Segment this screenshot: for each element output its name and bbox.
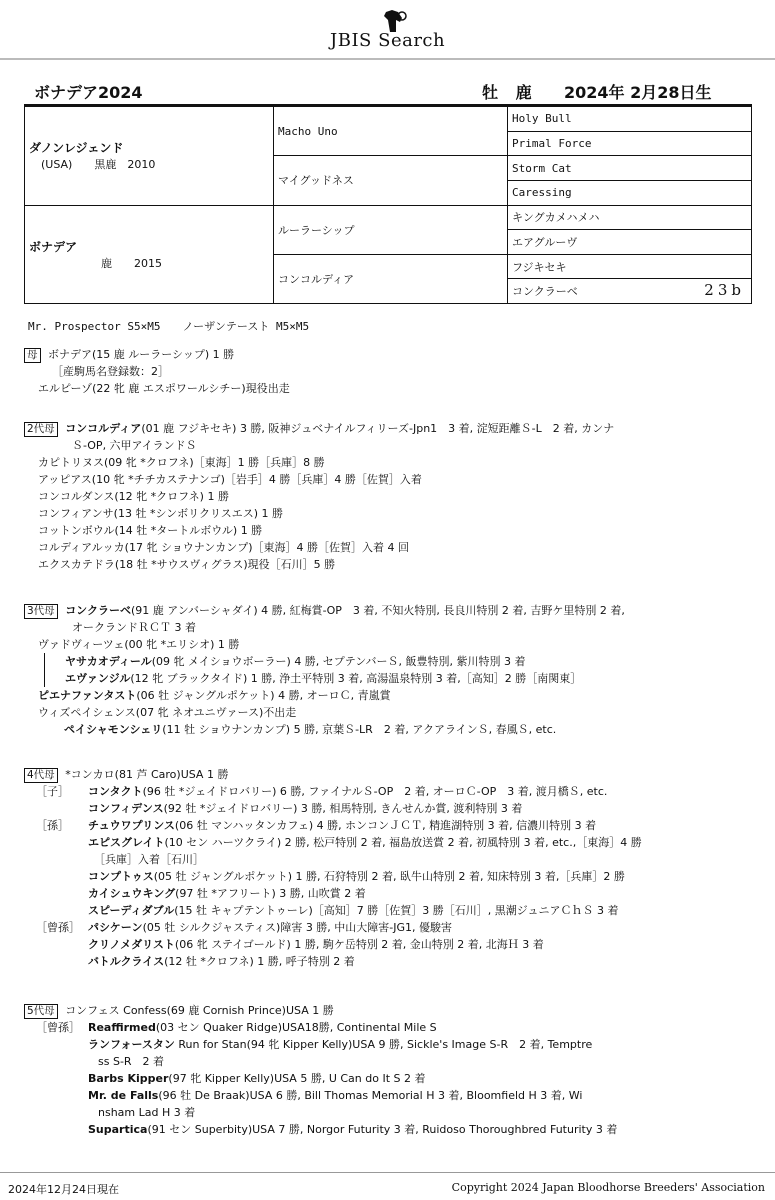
gen4-grand-label: ［孫］ [36,819,69,832]
gen4-g2-cont: ［兵庫］入着［石川］ [94,853,204,866]
gen2-item: アッピアス(10 牝 *チチカステナンゴ)［岩手］4 勝［兵庫］4 勝［佐賀］入着 [38,473,422,486]
birth-date: 2024年 2月28日生 [564,83,712,102]
dam-cell[interactable] [25,205,274,304]
gen2-item: コンフィアンサ(13 牡 *シンボリクリスエス) 1 勝 [38,507,284,520]
gen4-section [24,766,754,970]
gen4-kids-label: ［子］ [36,785,69,798]
gen5-b-rest: Run for Stan(94 牝 Kipper Kelly)USA 9 勝, Sickle's Image S-R 2 着, Temptre [174,1038,593,1051]
gen3-lead-name: コンクラーベ [65,604,131,617]
gen3-l2-rest: (09 牝 メイショウボーラー) 4 勝, セプテンバーＳ, 飯豊特別, 紫川特別 3 着 [151,655,526,668]
sire-dam[interactable]: マイグッドネス [274,156,508,205]
gen3-l5: ウィズペイシェンス(07 牝 ネオユニヴァース)不出走 [38,706,297,719]
gen2-item: カピトリヌス(09 牝 *クロフネ)［東海］1 勝［兵庫］8 勝 [38,456,325,469]
gen5-a-name: Reaffirmed [88,1021,156,1034]
gen4-gg1-name: パシケーン [88,921,143,934]
gen4-k1-name: コンタクト [88,785,143,798]
family-number: 23b [704,281,745,300]
sire-name: ダノンレジェンド [29,141,124,156]
gen4-lead: *コンカロ(81 芦 Caro)USA 1 勝 [65,768,229,781]
top-divider [0,58,775,60]
dam-produce-count: ［産駒馬名登録数：2］ [52,365,169,378]
sdd[interactable]: Caressing [508,180,752,205]
sire-cell[interactable] [25,107,274,206]
jbis-logo[interactable] [330,8,460,52]
dam-sire[interactable]: ルーラーシップ [274,205,508,254]
sex-color: 牡 鹿 [482,83,538,102]
gen5-a-rest: (03 セン Quaker Ridge)USA18勝, Continental Mile S [155,1021,437,1034]
sds[interactable]: Storm Cat [508,156,752,181]
gen4-gg1-rest: (05 牡 シルクジャスティス)障害 3 勝, 中山大障害-JG1, 優駿害 [142,921,453,934]
gen5-e-name: Supartica [88,1123,148,1136]
gen3-l2-name: ヤサカオディール [65,655,152,668]
gen3-section [24,602,754,738]
sire-sire[interactable]: Macho Uno [274,107,508,156]
gen5-d-rest: (96 牡 De Braak)USA 6 勝, Bill Thomas Memorial H 3 着, Bloomfield H 3 着, Wi [158,1089,583,1102]
dsd[interactable]: エアグルーヴ [508,230,752,255]
gen4-g1-rest: (06 牡 マンハッタンカフェ) 4 勝, ホンコンＪＣＴ, 精進湖特別 3 着, 信濃川特別 3 着 [174,819,597,832]
sss[interactable]: Holy Bull [508,107,752,132]
gen4-gg3-rest: (12 牡 *クロフネ) 1 勝, 呼子特別 2 着 [164,955,355,968]
gen3-l1: ヴァドヴィーツェ(00 牝 *エリシオ) 1 勝 [38,638,240,651]
dam-name: ボナデア [29,239,78,254]
copyright: Copyright 2024 Japan Bloodhorse Breeders' Association [451,1181,765,1194]
gen2-item: コットンボウル(14 牡 *タートルボウル) 1 勝 [38,524,263,537]
ddd-cell[interactable] [508,279,752,304]
gen5-b-cont: ss S-R 2 着 [98,1055,165,1068]
gen4-gg2-name: クリノメダリスト [88,938,175,951]
ssd[interactable]: Primal Force [508,131,752,156]
gen5-lead: コンフェス Confess(69 鹿 Cornish Prince)USA 1 勝 [65,1004,334,1017]
dss[interactable]: キングカメハメハ [508,205,752,230]
gen4-g2-rest: (10 セン ハーツクライ) 2 勝, 松戸特別 2 着, 福島放送賞 2 着, 初風特別 3 着, etc.,［東海］4 勝 [164,836,642,849]
gen5-d-name: Mr. de Falls [88,1089,159,1102]
gen5-c-rest: (97 牝 Kipper Kelly)USA 5 勝, U Can do It S 2 着 [168,1072,426,1085]
gen4-g1-name: チュウワプリンス [88,819,175,832]
gen3-l3-name: エヴァンジル [65,672,131,685]
gen5-great-label: ［曾孫］ [36,1021,80,1034]
gen2-tag: 2代母 [24,422,58,437]
gen3-l4-rest: (06 牡 ジャングルポケット) 4 勝, オーロＣ, 青嵐賞 [136,689,391,702]
gen4-g2-name: エピスグレイト [88,836,165,849]
gen3-tag: 3代母 [24,604,58,619]
gen3-l3-rest: (12 牝 ブラックタイド) 1 勝, 浄土平特別 3 着, 高湯温泉特別 3 着,［高知］2 勝［南関東］ [130,672,582,685]
gen4-k2-rest: (92 牡 *ジェイドロバリー) 3 勝, 相馬特別, きんせんか賞, 渡利特別 3 着 [163,802,523,815]
gen5-c-name: Barbs Kipper [88,1072,169,1085]
dam-dam[interactable]: コンコルディア [274,254,508,303]
gen2-section [24,420,754,573]
gen4-g4-rest: (97 牡 *アフリート) 3 勝, 山吹賞 2 着 [175,887,366,900]
gen4-gg2-rest: (06 牝 ステイゴールド) 1 勝, 駒ケ岳特別 2 着, 金山特別 2 着, 北海Ｈ 3 着 [174,938,544,951]
gen4-g3-rest: (05 牡 ジャングルポケット) 1 勝, 石狩特別 2 着, 臥牛山特別 2 着, 知床特別 3 着,［兵庫］2 勝 [153,870,625,883]
gen5-d-cont: nsham Lad H 3 着 [98,1106,196,1119]
gen2-lead-cont: Ｓ-OP, 六甲アイランドＳ [72,439,197,452]
pedigree-table [24,106,752,304]
gen2-lead-name: コンコルディア [65,422,142,435]
as-of-date: 2024年12月24日現在 [8,1183,119,1196]
gen5-tag: 5代母 [24,1004,58,1019]
dam-tag: 母 [24,348,41,363]
gen4-g5-name: スピーディダブル [88,904,175,917]
dds[interactable]: フジキセキ [508,254,752,279]
footer-divider [0,1172,775,1173]
ddd: コンクラーベ [512,285,578,299]
gen3-lead-rest: (91 鹿 アンバーシャダイ) 4 勝, 紅梅賞-OP 3 着, 不知火特別, 長良川特別 2 着, 吉野ケ里特別 2 着, [130,604,625,617]
gen3-l4-name: ピエナファンタスト [38,689,137,702]
gen3-l6-rest: (11 牡 ショウナンカンプ) 5 勝, 京葉Ｓ-LR 2 着, アクアラインＳ, 春風Ｓ, etc. [162,723,557,736]
gen3-lead-cont: オークランドＲＣＴ 3 着 [72,621,196,634]
gen2-item: エクスカテドラ(18 牡 *サウスヴィグラス)現役［石川］5 勝 [38,558,336,571]
gen4-g4-name: カイシュウキング [88,887,176,900]
gen4-k2-name: コンフィデンス [88,802,164,815]
dam-detail: 鹿 2015 [101,256,162,270]
gen5-e-rest: (91 セン Superbity)USA 7 勝, Norgor Futurity 3 着, Ruidoso Thoroughbred Futurity 3 着 [147,1123,618,1136]
gen4-g5-rest: (15 牡 キャプテントゥーレ)［高知］7 勝［佐賀］3 勝［石川］, 黒潮ジュニアＣｈＳ 3 着 [174,904,619,917]
horse-title [34,80,734,102]
gen5-b-name: ランフォースタン [88,1038,175,1051]
gen4-tag: 4代母 [24,768,58,783]
gen5-section [24,1002,754,1138]
logo-text: JBIS Search [330,30,446,51]
gen2-item: コルディアルッカ(17 牝 ショウナンカンプ)［東海］4 勝［佐賀］入着 4 回 [38,541,409,554]
gen2-item: コンコルダンス(12 牝 *クロフネ) 1 勝 [38,490,229,503]
gen4-k1-rest: (96 牡 *ジェイドロバリー) 6 勝, ファイナルＳ-OP 2 着, オーロＣ-OP 3 着, 渡月橋Ｓ, etc. [142,785,608,798]
dam-line: ボナデア(15 鹿 ルーラーシップ) 1 勝 [48,348,235,361]
gen2-lead-rest: (01 鹿 フジキセキ) 3 勝, 阪神ジュベナイルフィリーズ-Jpn1 3 着, 淀短距離Ｓ-L 2 着, カンナ [141,422,615,435]
horse-name: ボナデア2024 [34,83,143,102]
gen4-g3-name: コンプトゥス [88,870,154,883]
gen4-great-label: ［曾孫］ [36,921,80,934]
dam-section [24,346,754,397]
sire-detail: (USA) 黒鹿 2010 [41,158,156,172]
inbreed-info: Mr. Prospector S5×M5 ノーザンテースト M5×M5 [28,320,310,333]
gen4-gg3-name: バトルクライス [88,955,165,968]
dam-offspring: エルピーゾ(22 牝 鹿 エスポワールシチー)現役出走 [38,382,290,395]
gen3-l6-name: ペイシャモンシェリ [64,723,163,736]
